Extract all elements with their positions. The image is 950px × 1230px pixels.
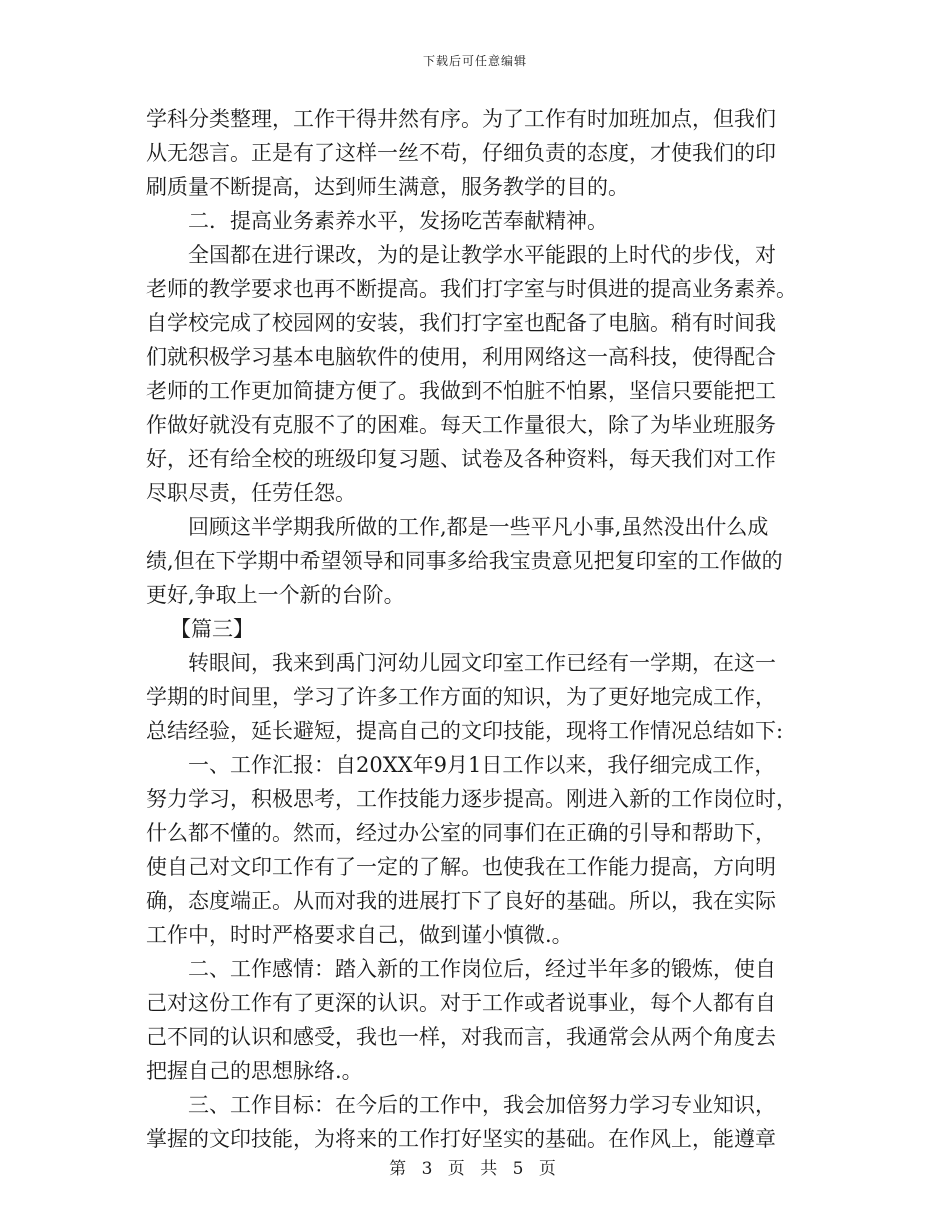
- paragraph-start: 转眼间，我来到禹门河幼儿园文印室工作已经有一学期，在这一: [188, 651, 776, 675]
- page-footer: 第 3 页 共 5 页: [389, 1159, 561, 1179]
- text-line: 己不同的认识和感受，我也一样，对我而言，我通常会从两个角度去: [146, 1025, 776, 1049]
- part-heading: 【篇三】: [170, 617, 254, 641]
- text-line: 绩,但在下学期中希望领导和同事多给我宝贵意见把复印室的工作做的: [146, 549, 783, 573]
- text-line: 什么都不懂的。然而，经过办公室的同事们在正确的引导和帮助下，: [146, 821, 776, 845]
- paragraph-start: 回顾这半学期我所做的工作,都是一些平凡小事,虽然没出什么成: [188, 515, 769, 539]
- document-body: [146, 102, 826, 1156]
- paragraph-start: 三、工作目标：在今后的工作中，我会加倍努力学习专业知识，: [188, 1093, 776, 1117]
- text-line: 刷质量不断提高，达到师生满意，服务教学的目的。: [146, 175, 629, 199]
- text-line: 们就积极学习基本电脑软件的使用，利用网络这一高科技，使得配合: [146, 345, 776, 369]
- page-header: 下载后可任意编辑: [422, 54, 527, 68]
- text-line: 尽职尽责，任劳任怨。: [146, 481, 356, 505]
- text-line: 作做好就没有克服不了的困难。每天工作量很大，除了为毕业班服务: [146, 413, 776, 437]
- section-heading: 二．提高业务素养水平，发扬吃苦奉献精神。: [188, 209, 608, 233]
- text-line: 掌握的文印技能，为将来的工作打好坚实的基础。在作风上，能遵章: [146, 1127, 776, 1151]
- text-line: 学期的时间里，学习了许多工作方面的知识，为了更好地完成工作，: [146, 685, 776, 709]
- text-line: 使自己对文印工作有了一定的了解。也使我在工作能力提高，方向明: [146, 855, 776, 879]
- paragraph-start: 全国都在进行课改，为的是让教学水平能跟的上时代的步伐，对: [188, 243, 776, 267]
- text-line: 更好,争取上一个新的台阶。: [146, 583, 405, 607]
- text-line: 老师的教学要求也再不断提高。我们打字室与时俱进的提高业务素养。: [146, 277, 797, 301]
- text-line: 总结经验，延长避短，提高自己的文印技能，现将工作情况总结如下:: [146, 719, 784, 743]
- text-line: 从无怨言。正是有了这样一丝不苟，仔细负责的态度，才使我们的印: [146, 141, 776, 165]
- text-line: 把握自己的思想脉络.。: [146, 1059, 363, 1083]
- text-line: 工作中，时时严格要求自己，做到谨小慎微.。: [146, 923, 573, 947]
- text-line: 自学校完成了校园网的安装，我们打字室也配备了电脑。稍有时间我: [146, 311, 776, 335]
- text-line: 老师的工作更加简捷方便了。我做到不怕脏不怕累，坚信只要能把工: [146, 379, 776, 403]
- text-line: 确，态度端正。从而对我的进展打下了良好的基础。所以，我在实际: [146, 889, 776, 913]
- text-line: 己对这份工作有了更深的认识。对于工作或者说事业，每个人都有自: [146, 991, 776, 1015]
- paragraph-start: 二、工作感情：踏入新的工作岗位后，经过半年多的锻炼，使自: [188, 957, 776, 981]
- paragraph-start: 一、工作汇报：自20XX年9月1日工作以来，我仔细完成工作，: [188, 753, 776, 777]
- text-line: 学科分类整理，工作干得井然有序。为了工作有时加班加点，但我们: [146, 107, 776, 131]
- text-line: 好，还有给全校的班级印复习题、试卷及各种资料，每天我们对工作: [146, 447, 776, 471]
- text-line: 努力学习，积极思考，工作技能力逐步提高。刚进入新的工作岗位时，: [146, 787, 797, 811]
